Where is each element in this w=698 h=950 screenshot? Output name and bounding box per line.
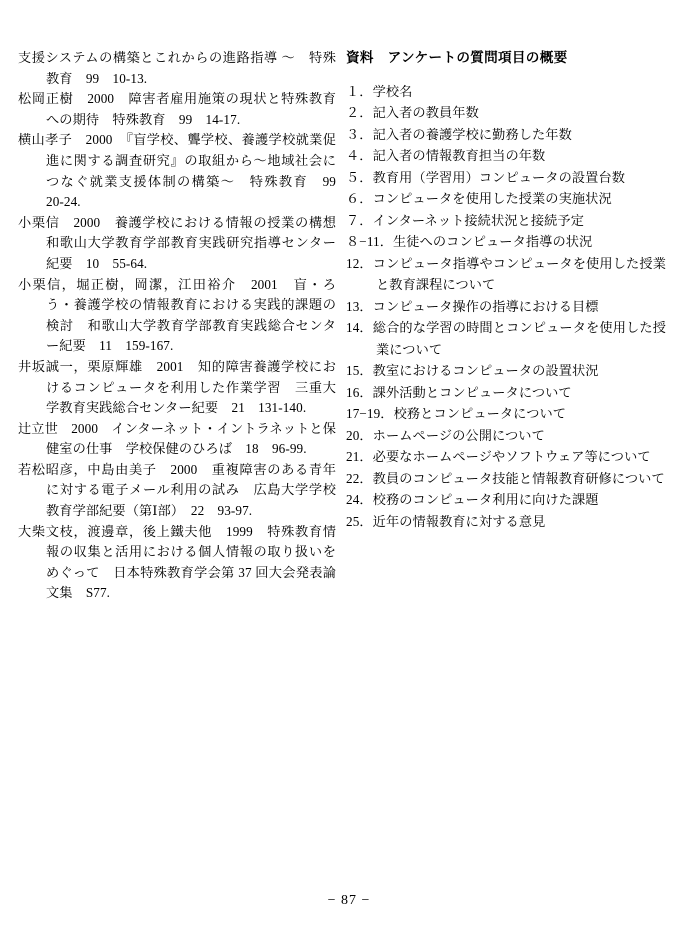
list-item: 16．課外活動とコンピュータについて bbox=[346, 384, 572, 400]
list-item: 小栗信 2000 養護学校における情報の授業の構想 和歌山大学教育学部教育実践研究指導センター紀要 10 55-64. bbox=[18, 214, 350, 271]
list-item: 支援システムの構築とこれからの進路指導 〜 特殊教育 99 10-13. bbox=[18, 50, 336, 86]
list-item: 21．必要なホームページやソフトウェア等について bbox=[346, 449, 651, 465]
list-item: ２．記入者の教員年数 bbox=[346, 105, 479, 121]
list-item: １．学校名 bbox=[346, 83, 413, 99]
list-item: 22．教員のコンピュータ技能と情報教育研修について bbox=[346, 470, 665, 486]
list-item: 小栗信，堀正樹，岡潔，江田裕介 2001 盲・ろう・養護学校の情報教育における実践的課題の検討 和歌山大学教育学部教育実践総合センター紀要 11 159-167. bbox=[18, 276, 336, 354]
list-item: 横山孝子 2000 『盲学校、聾学校、養護学校就業促進に関する調査研究』の取組から〜地域社会につなぐ就業支援体制の構築〜 特殊教育 99 20-24. bbox=[18, 132, 350, 210]
list-item: 辻立世 2000 インターネット・イントラネットと保健室の仕事 学校保健のひろば 18 96-99. bbox=[18, 420, 336, 457]
list-item: ７．インターネット接続状況と接続予定 bbox=[346, 212, 584, 228]
list-item: 14．総合的な学習の時間とコンピュータを使用した授業について bbox=[346, 320, 666, 357]
list-item: 松岡正樹 2000 障害者雇用施策の現状と特殊教育への期待 特殊教育 99 14-17. bbox=[18, 91, 336, 127]
list-item: 17−19．校務とコンピュータについて bbox=[346, 406, 567, 422]
section-title: 資料 アンケートの質問項目の概要 bbox=[346, 50, 568, 65]
list-item: 25．近年の情報教育に対する意見 bbox=[346, 513, 546, 529]
list-item: ８−11．生徒へのコンピュータ指導の状況 bbox=[346, 234, 593, 250]
question-list bbox=[346, 81, 666, 533]
list-item: ６．コンピュータを使用した授業の実施状況 bbox=[346, 191, 612, 207]
list-item: ４．記入者の情報教育担当の年数 bbox=[346, 148, 546, 164]
list-item: ５．教育用（学習用）コンピュータの設置台数 bbox=[346, 169, 626, 185]
list-item: ３．記入者の養護学校に勤務した年数 bbox=[346, 126, 572, 142]
right-column bbox=[346, 48, 666, 532]
page-number: − 87 − bbox=[327, 893, 371, 908]
left-column bbox=[18, 48, 350, 604]
list-item: 13．コンピュータ操作の指導における目標 bbox=[346, 298, 599, 314]
list-item: 24．校務のコンピュータ利用に向けた課題 bbox=[346, 492, 599, 508]
reference-list bbox=[18, 48, 350, 604]
list-item: 15．教室におけるコンピュータの設置状況 bbox=[346, 363, 599, 379]
list-item: 12．コンピュータ指導やコンピュータを使用した授業と教育課程について bbox=[346, 255, 666, 293]
list-item: 大柴文枝，渡邊章，後上鐵夫他 1999 特殊教育情報の収集と活用における個人情報の取り扱いをめぐって 日本特殊教育学会第 37 回大会発表論文集 S77. bbox=[18, 523, 336, 601]
two-column-body bbox=[0, 48, 698, 604]
list-item: 20．ホームページの公開について bbox=[346, 427, 545, 443]
list-item: 若松昭彦，中島由美子 2000 重複障害のある青年に対する電子メール利用の試み 広島大学学校教育学部紀要（第Ⅰ部） 22 93-97. bbox=[18, 461, 336, 519]
list-item: 井坂誠一，栗原輝雄 2001 知的障害養護学校におけるコンピュータを利用した作業学習 三重大学教育実践総合センター紀要 21 131-140. bbox=[18, 358, 336, 416]
